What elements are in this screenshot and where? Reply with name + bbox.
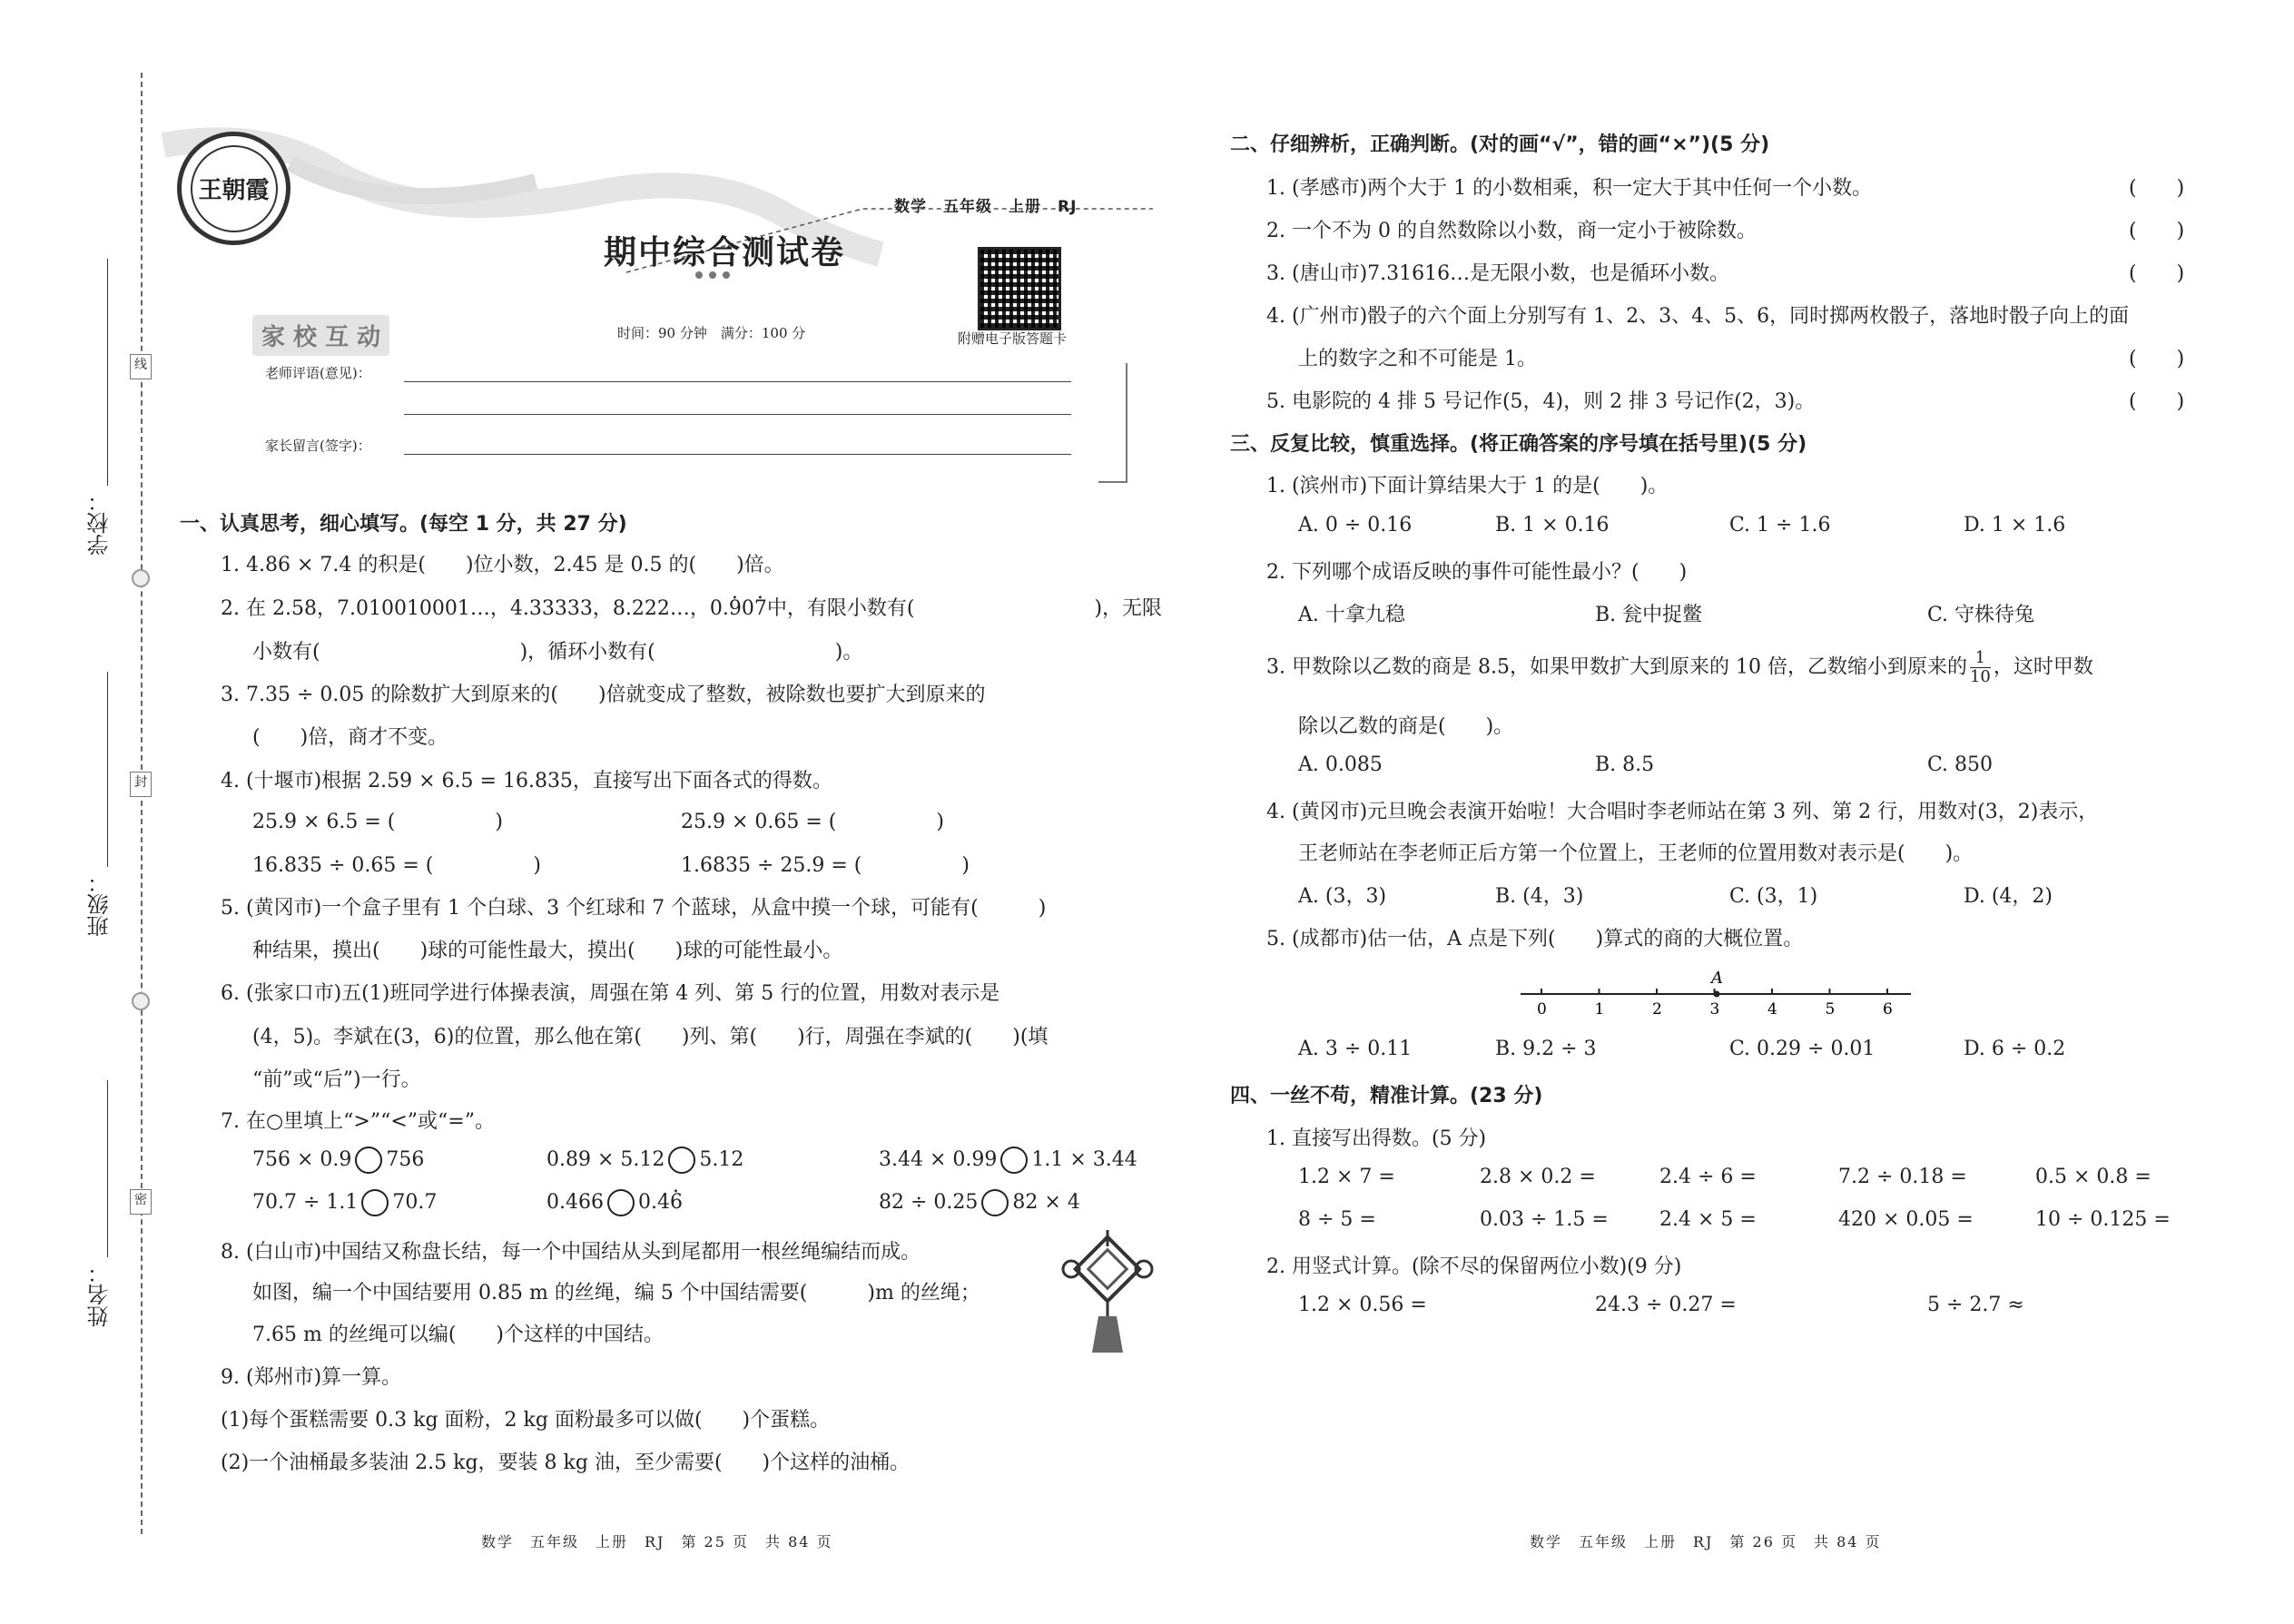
judge-3: 3. (唐山市)7.31616…是无限小数，也是循环小数。: [1266, 262, 1730, 285]
q7: 7. 在○里填上“>”“<”或“=”。: [221, 1110, 495, 1133]
calc-2-item-3: 5 ÷ 2.7 ≈: [1927, 1294, 2024, 1316]
q9-item-1: (1)每个蛋糕需要 0.3 kg 面粉，2 kg 面粉最多可以做( )个蛋糕。: [221, 1409, 831, 1432]
q2-mid-digit: 0: [741, 597, 754, 620]
q2-repeat-digit-1: . 9: [729, 597, 742, 620]
point-a: [1714, 991, 1720, 998]
calc-2-item-1: 1.2 × 0.56 =: [1298, 1294, 1427, 1316]
compare-circle[interactable]: [1000, 1147, 1028, 1174]
choice-2-opt-c[interactable]: C. 守株待兔: [1927, 604, 2035, 626]
seal-box-3: 密: [130, 1189, 152, 1215]
judge-5-answer[interactable]: ( ): [2129, 390, 2185, 413]
teacher-comment-line-1: [404, 381, 1071, 382]
calc-2: 2. 用竖式计算。(除不尽的保留两位小数)(9 分): [1266, 1255, 1682, 1278]
q7-compare-4: 70.7 ÷ 1.1 70.7: [252, 1189, 437, 1216]
calc-1-r2-2: 0.03 ÷ 1.5 =: [1480, 1208, 1609, 1231]
chinese-knot-image: [1058, 1230, 1157, 1357]
qr-code: [978, 247, 1061, 330]
calc-1-r2-5: 10 ÷ 0.125 =: [2035, 1208, 2171, 1231]
q7-compare-6: 82 ÷ 0.25 82 × 4: [879, 1189, 1080, 1216]
binding-dashed-line: [141, 73, 143, 1534]
logo-text: 王朝霞: [191, 145, 278, 232]
parent-message-label: 家长留言(签字)：: [265, 438, 371, 454]
compare-circle[interactable]: [361, 1189, 389, 1216]
section-4-heading: 四、一丝不苟，精准计算。(23 分): [1230, 1085, 1543, 1107]
teacher-comment-label: 老师评语(意见)：: [265, 365, 371, 381]
q8-line-1: 8. (白山市)中国结又称盘长结，每一个中国结从头到尾都用一根丝绳编结而成。: [221, 1241, 921, 1264]
number-line-tick-label: 2: [1652, 1000, 1662, 1019]
q5-line-1: 5. (黄冈市)一个盒子里有 1 个白球、3 个红球和 7 个蓝球，从盒中摸一个球，可能有( ): [221, 897, 1047, 920]
compare-circle[interactable]: [668, 1147, 695, 1174]
calc-2-item-2: 24.3 ÷ 0.27 =: [1595, 1294, 1737, 1316]
page-footer-right: 数学 五年级 上册 RJ 第 26 页 共 84 页: [1530, 1533, 1882, 1550]
q4-item-2: 25.9 × 0.65 = ( ): [681, 811, 944, 833]
choice-4-opt-b[interactable]: B. (4，3): [1495, 885, 1584, 908]
class-field-line: [107, 672, 108, 867]
choice-4-opt-d[interactable]: D. (4，2): [1964, 885, 2053, 908]
q2-line-1: [221, 593, 1162, 621]
class-label: 班级：: [87, 871, 113, 937]
section-3-heading: 三、反复比较，慎重选择。(将正确答案的序号填在括号里)(5 分): [1230, 433, 1807, 456]
school-field-line: [107, 259, 108, 486]
teacher-comment-line-2: [404, 414, 1071, 415]
school-label: 学校：: [87, 490, 113, 556]
punch-hole-2: [132, 992, 150, 1010]
judge-3-answer[interactable]: ( ): [2129, 262, 2185, 285]
choice-5-opt-c[interactable]: C. 0.29 ÷ 0.01: [1729, 1038, 1876, 1060]
publisher-logo: [177, 132, 290, 245]
judge-5: 5. 电影院的 4 排 5 号记作(5，4)，则 2 排 3 号记作(2，3)。: [1266, 390, 1816, 413]
choice-2: 2. 下列哪个成语反映的事件可能性最小？( ): [1266, 561, 1688, 584]
choice-3-opt-a[interactable]: A. 0.085: [1298, 753, 1383, 776]
q7-compare-5: 0.466 0.4. 6: [546, 1189, 683, 1216]
q8-line-3: 7.65 m 的丝绳可以编( )个这样的中国结。: [252, 1324, 664, 1346]
q2-line-2: 小数有( )，循环小数有( )。: [252, 641, 863, 664]
point-a-label: A: [1711, 969, 1723, 988]
compare-circle[interactable]: [355, 1147, 382, 1174]
q4-item-4: 1.6835 ÷ 25.9 = ( ): [681, 854, 970, 877]
number-line-tick-label: 0: [1537, 1000, 1547, 1019]
compare-circle[interactable]: [607, 1189, 635, 1216]
number-line-tick-label: 6: [1883, 1000, 1893, 1019]
calc-1-r2-3: 2.4 × 5 =: [1659, 1208, 1757, 1231]
calc-1-r1-3: 2.4 ÷ 6 =: [1659, 1166, 1757, 1188]
q9-item-2: (2)一个油桶最多装油 2.5 kg，要装 8 kg 油，至少需要( )个这样的油桶。: [221, 1452, 911, 1474]
judge-1: 1. (孝感市)两个大于 1 的小数相乘，积一定大于其中任何一个小数。: [1266, 177, 1873, 200]
calc-1-r1-4: 7.2 ÷ 0.18 =: [1838, 1166, 1967, 1188]
calc-1: 1. 直接写出得数。(5 分): [1266, 1127, 1487, 1150]
calc-1-r1-1: 1.2 × 7 =: [1298, 1166, 1395, 1188]
number-line-tick-label: 1: [1594, 1000, 1605, 1019]
calc-1-r1-2: 2.8 × 0.2 =: [1480, 1166, 1596, 1188]
number-line-tick-label: 5: [1825, 1000, 1836, 1019]
choice-5: 5. (成都市)估一估，A 点是下列( )算式的商的大概位置。: [1266, 928, 1804, 950]
seal-box-2: 封: [130, 772, 152, 797]
seal-box-1: 线: [130, 354, 152, 379]
name-field-line: [107, 1080, 108, 1257]
q8-line-2: 如图，编一个中国结要用 0.85 m 的丝绳，编 5 个中国结需要( )m 的丝绳；: [252, 1282, 980, 1304]
compare-circle[interactable]: [981, 1189, 1009, 1216]
calc-1-r1-5: 0.5 × 0.8 =: [2035, 1166, 2151, 1188]
choice-3-line-1: 3. 甲数除以乙数的商是 8.5，如果甲数扩大到原来的 10 倍，乙数缩小到原来的 $\frac{1}{10}$ ，这时甲数: [1266, 648, 2093, 686]
q3-line-1: 3. 7.35 ÷ 0.05 的除数扩大到原来的( )倍就变成了整数，被除数也要扩大到原来的: [221, 684, 986, 706]
choice-3-opt-c[interactable]: C. 850: [1927, 753, 1994, 776]
q7-compare-2: 0.89 × 5.12 5.12: [546, 1147, 743, 1174]
parent-message-line: [404, 454, 1071, 455]
q9: 9. (郑州市)算一算。: [221, 1366, 402, 1389]
choice-3-line-2: 除以乙数的商是( )。: [1298, 715, 1514, 738]
choice-1-opt-a[interactable]: A. 0 ÷ 0.16: [1298, 514, 1413, 536]
choice-5-opt-b[interactable]: B. 9.2 ÷ 3: [1495, 1038, 1597, 1060]
choice-2-opt-b[interactable]: B. 瓮中捉鳖: [1595, 604, 1703, 626]
choice-4-opt-c[interactable]: C. (3，1): [1729, 885, 1818, 908]
q6-line-3: “前”或“后”)一行。: [252, 1068, 421, 1091]
q4: 4. (十堰市)根据 2.59 × 6.5 = 16.835，直接写出下面各式的得数。: [221, 770, 832, 792]
section-1-heading: 一、认真思考，细心填写。(每空 1 分，共 27 分): [180, 513, 627, 536]
subject-meta: 数学 五年级 上册 RJ: [894, 198, 1078, 216]
page-footer-left: 数学 五年级 上册 RJ 第 25 页 共 84 页: [481, 1533, 833, 1550]
choice-5-opt-a[interactable]: A. 3 ÷ 0.11: [1298, 1038, 1413, 1060]
choice-3-opt-b[interactable]: B. 8.5: [1595, 753, 1655, 776]
choice-4-line-1: 4. (黄冈市)元旦晚会表演开始啦！大合唱时李老师站在第 3 列、第 2 行，用数对(3，2)表示，: [1266, 801, 2099, 823]
header-frame-right: [1098, 363, 1127, 483]
number-line-tick-label: 4: [1767, 1000, 1777, 1019]
q3-line-2: ( )倍，商才不变。: [252, 726, 448, 749]
q6-line-1: 6. (张家口市)五(1)班同学进行体操表演，周强在第 4 列、第 5 行的位置，用数对表示是: [221, 982, 1000, 1005]
judge-4-answer[interactable]: ( ): [2129, 348, 2185, 370]
q6-line-2: (4，5)。李斌在(3，6)的位置，那么他在第( )列、第( )行，周强在李斌的( )(填: [252, 1026, 1049, 1048]
q2-text-end: 中，有限小数有( )，无限: [766, 597, 1163, 620]
q5-line-2: 种结果，摸出( )球的可能性最大，摸出( )球的可能性最小。: [252, 940, 843, 962]
judge-1-answer[interactable]: ( ): [2129, 177, 2185, 200]
judge-4-line-2: 上的数字之和不可能是 1。: [1298, 348, 1537, 370]
choice-1-opt-b[interactable]: B. 1 × 0.16: [1495, 514, 1610, 536]
q4-item-1: 25.9 × 6.5 = ( ): [252, 811, 503, 833]
choice-1-opt-d[interactable]: D. 1 × 1.6: [1964, 514, 2066, 536]
qr-caption: 附赠电子版答题卡: [958, 330, 1068, 347]
choice-1-opt-c[interactable]: C. 1 ÷ 1.6: [1729, 514, 1831, 536]
name-label: 姓名：: [87, 1262, 113, 1327]
fraction-one-tenth: $\frac{1}{10}$: [1969, 648, 1991, 686]
number-line: [1516, 967, 1915, 1021]
exam-title: 期中综合测试卷: [604, 233, 846, 271]
choice-5-opt-d[interactable]: D. 6 ÷ 0.2: [1964, 1038, 2066, 1060]
judge-4-line-1: 4. (广州市)骰子的六个面上分别写有 1、2、3、4、5、6，同时掷两枚骰子，落地时骰子向上的面: [1266, 305, 2130, 328]
q7-compare-1: 756 × 0.9 756: [252, 1147, 424, 1174]
number-line-tick-label: 3: [1709, 1000, 1720, 1019]
choice-1: 1. (滨州市)下面计算结果大于 1 的是( )。: [1266, 475, 1669, 497]
calc-1-r2-4: 420 × 0.05 =: [1838, 1208, 1974, 1231]
q1: 1. 4.86 × 7.4 的积是( )位小数，2.45 是 0.5 的( )倍。: [221, 554, 784, 576]
judge-2-answer[interactable]: ( ): [2129, 220, 2185, 242]
section-2-heading: 二、仔细辨析，正确判断。(对的画“√”，错的画“×”)(5 分): [1230, 133, 1770, 156]
choice-4-opt-a[interactable]: A. (3，3): [1298, 885, 1387, 908]
choice-4-line-2: 王老师站在李老师正后方第一个位置上，王老师的位置用数对表示是( )。: [1298, 842, 1974, 865]
q2-repeat-digit-2: . 7: [754, 597, 767, 620]
q2-text: 2. 在 2.58，7.010010001…，4.33333，8.222…，0.: [221, 597, 729, 620]
q7-compare-3: 3.44 × 0.99 1.1 × 3.44: [879, 1147, 1137, 1174]
section-badge: 家 校 互 动: [252, 315, 389, 356]
choice-2-opt-a[interactable]: A. 十拿九稳: [1298, 604, 1405, 626]
judge-2: 2. 一个不为 0 的自然数除以小数，商一定小于被除数。: [1266, 220, 1757, 242]
q4-item-3: 16.835 ÷ 0.65 = ( ): [252, 854, 541, 877]
punch-hole-1: [132, 569, 150, 587]
calc-1-r2-1: 8 ÷ 5 =: [1298, 1208, 1376, 1231]
exam-time: 时间：90 分钟 满分：100 分: [617, 325, 806, 341]
